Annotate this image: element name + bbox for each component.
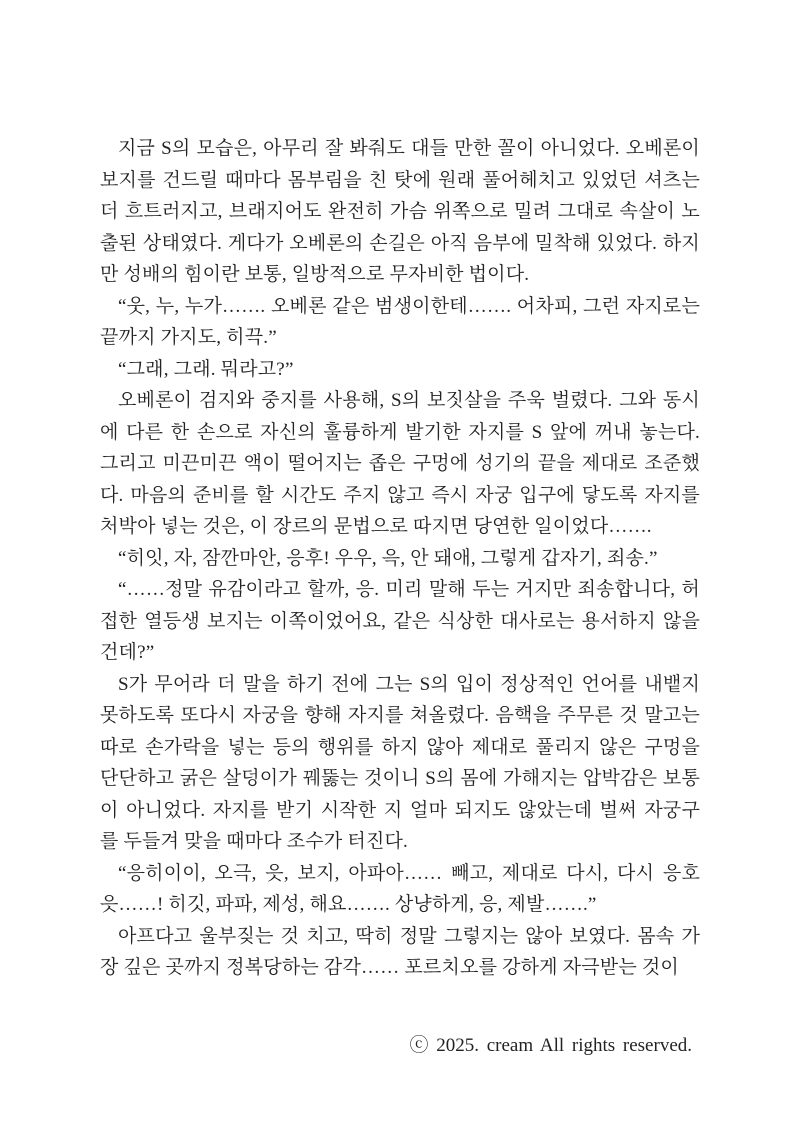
text-line: 에 다른 한 손으로 자신의 훌륭하게 발기한 자지를 S 앞에 꺼내 놓는다.	[100, 421, 700, 443]
text-line: “웃, 누, 누가……. 오베론 같은 범생이한테……. 어차피, 그런 자지로는	[118, 295, 700, 317]
text-line: 장 깊은 곳까지 정복당하는 감각…… 포르치오를 강하게 자극받는 것이	[100, 957, 679, 978]
text-line: 접한 열등생 보지는 이쪽이었어요, 같은 식상한 대사로는 용서하지 않을	[100, 610, 700, 632]
text-line: 보지를 건드릴 때마다 몸부림을 친 탓에 원래 풀어헤치고 있었던 셔츠는	[100, 169, 700, 191]
text-line: 아프다고 울부짖는 것 치고, 딱히 정말 그렇지는 않아 보였다. 몸속 가	[118, 925, 700, 947]
text-line: 를 두들겨 맞을 때마다 조수가 터진다.	[100, 831, 409, 852]
text-line: “……정말 유감이라고 할까, 응. 미리 말해 두는 거지만 죄송합니다, 허	[118, 579, 700, 600]
text-line: 오베론이 검지와 중지를 사용해, S의 보짓살을 주욱 벌렸다. 그와 동시	[118, 390, 700, 411]
text-line: 만 성배의 힘이란 보통, 일방적으로 무자비한 법이다.	[100, 264, 530, 285]
text-line: 단단하고 굵은 살덩이가 꿰뚫는 것이니 S의 몸에 가해지는 압박감은 보통	[100, 768, 700, 789]
text-line: 이 아니었다. 자지를 받기 시작한 지 얼마 되지도 않았는데 벌써 자궁구	[100, 799, 700, 821]
text-line: 읏……! 히깃, 파파, 제성, 해요……. 상냥하게, 응, 제발…….”	[100, 894, 597, 915]
text-line: 건데?”	[100, 642, 155, 663]
text-line: 끝까지 가지도, 히끅.”	[100, 327, 277, 348]
text-line: 그리고 미끈미끈 액이 떨어지는 좁은 구멍에 성기의 끝을 제대로 조준했	[100, 453, 700, 474]
text-line: 따로 손가락을 넣는 등의 행위를 하지 않아 제대로 풀리지 않은 구멍을	[100, 736, 700, 758]
text-line: “그래, 그래. 뭐라고?”	[118, 358, 294, 380]
text-line: 다. 마음의 준비를 할 시간도 주지 않고 즉시 자궁 입구에 닿도록 자지를	[100, 484, 700, 506]
text-line: 더 흐트러지고, 브래지어도 완전히 가슴 위쪽으로 밀려 그대로 속살이 노	[100, 201, 700, 222]
text-line: “히잇, 자, 잠깐마안, 응후! 우우, 윽, 안 돼애, 그렇게 갑자기, 죄송.”	[118, 547, 658, 569]
text-line: 지금 S의 모습은, 아무리 잘 봐줘도 대들 만한 꼴이 아니었다. 오베론이	[118, 138, 700, 159]
text-line: S가 무어라 더 말을 하기 전에 그는 S의 입이 정상적인 언어를 내뱉지	[118, 673, 700, 695]
body-text	[100, 133, 700, 984]
text-line: “응히이이, 오극, 읏, 보지, 아파아…… 빼고, 제대로 다시, 다시 응호	[118, 862, 700, 884]
text-line: 출된 상태였다. 게다가 오베론의 손길은 아직 음부에 밀착해 있었다. 하지	[100, 232, 700, 254]
text-line: 처박아 넣는 것은, 이 장르의 문법으로 따지면 당연한 일이었다…….	[100, 516, 652, 537]
copyright-footer: ⓒ 2025. cream All rights reserved.	[409, 1035, 692, 1056]
text-line: 못하도록 또다시 자궁을 향해 자지를 쳐올렸다. 음핵을 주무른 것 말고는	[100, 705, 700, 726]
